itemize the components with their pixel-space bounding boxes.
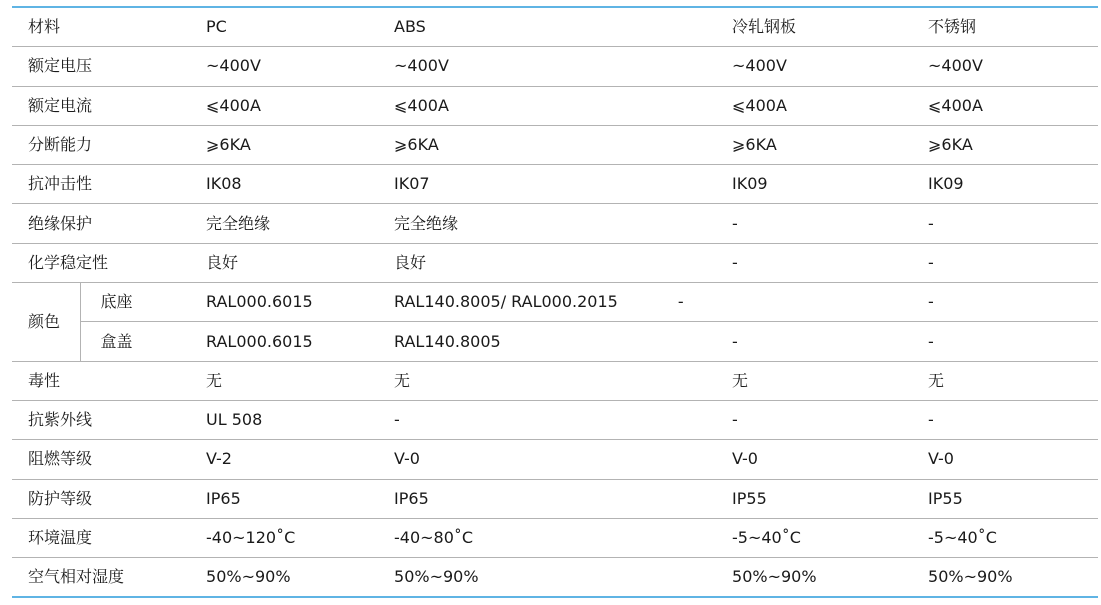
cell-value: 50%~90% xyxy=(928,567,1013,587)
cell-value: - xyxy=(928,243,1098,282)
cell-value: RAL000.6015 xyxy=(206,322,394,361)
row-label: 阻燃等级 xyxy=(12,440,206,479)
cell-value: ⩽400A xyxy=(732,86,928,125)
row-label: 绝缘保护 xyxy=(12,204,206,243)
cell-value: IK09 xyxy=(732,165,928,204)
cell-value: ⩾6KA xyxy=(732,125,928,164)
cell-value: IK07 xyxy=(394,165,732,204)
cell-value: IK08 xyxy=(206,165,394,204)
table-header-row xyxy=(12,7,1098,47)
cell-value: IP65 xyxy=(394,479,732,518)
cell-value: 无 xyxy=(394,361,732,400)
cell-value: ⩽400A xyxy=(928,86,1098,125)
cell-value: -5~40˚C xyxy=(732,518,928,557)
cell-value: 无 xyxy=(928,361,1098,400)
cell-value: - xyxy=(732,400,928,439)
table-row xyxy=(12,518,1098,557)
cell-value: 50%~90% xyxy=(732,567,817,587)
cell-value: - xyxy=(732,243,928,282)
cell-value: 完全绝缘 xyxy=(394,204,732,243)
cell-value: - xyxy=(394,400,732,439)
table-row-color-cover xyxy=(12,322,1098,361)
cell-value: RAL140.8005 xyxy=(394,322,732,361)
cell-value: -40~120˚C xyxy=(206,518,394,557)
cell-value: 良好 xyxy=(206,243,394,282)
sub-label-base: 底座 xyxy=(80,283,206,322)
table-row xyxy=(12,243,1098,282)
table-row xyxy=(12,165,1098,204)
cell-value: V-0 xyxy=(928,440,1098,479)
table-row-color-base xyxy=(12,283,1098,322)
table-row xyxy=(12,400,1098,439)
spec-table xyxy=(12,6,1098,598)
cell-value: ⩾6KA xyxy=(206,125,394,164)
header-col-pc: PC xyxy=(206,7,394,47)
cell-value: IK09 xyxy=(928,165,1098,204)
table-row xyxy=(12,47,1098,86)
table-row xyxy=(12,440,1098,479)
cell-value: - xyxy=(732,204,928,243)
table-row xyxy=(12,125,1098,164)
cell-value: 无 xyxy=(732,361,928,400)
cell-value: - xyxy=(928,322,1098,361)
cell-value: V-0 xyxy=(394,440,732,479)
cell-value: RAL000.6015 xyxy=(206,283,394,322)
cell-value: RAL140.8005/ RAL000.2015 xyxy=(394,292,618,312)
table-row xyxy=(12,558,1098,598)
cell-value: - xyxy=(677,292,684,312)
row-label: 抗紫外线 xyxy=(12,400,206,439)
cell-value: - xyxy=(928,204,1098,243)
row-label: 空气相对湿度 xyxy=(28,567,125,587)
table-row xyxy=(12,361,1098,400)
sub-label-cover: 盒盖 xyxy=(80,322,206,361)
row-label: 额定电压 xyxy=(12,47,206,86)
row-label: 额定电流 xyxy=(12,86,206,125)
row-label: 环境温度 xyxy=(12,518,206,557)
cell-value: ⩾6KA xyxy=(928,125,1098,164)
row-label: 毒性 xyxy=(12,361,206,400)
cell-value: ⩽400A xyxy=(206,86,394,125)
cell-value: -40~80˚C xyxy=(394,518,732,557)
cell-value: - xyxy=(928,400,1098,439)
header-label: 材料 xyxy=(12,7,206,47)
row-label: 防护等级 xyxy=(12,479,206,518)
cell-value: V-0 xyxy=(732,440,928,479)
row-label: 分断能力 xyxy=(12,125,206,164)
row-label: 抗冲击性 xyxy=(12,165,206,204)
cell-value: IP65 xyxy=(206,479,394,518)
cell-value: ⩽400A xyxy=(394,86,732,125)
cell-value: V-2 xyxy=(206,440,394,479)
row-label: 化学稳定性 xyxy=(12,243,206,282)
cell-value-span xyxy=(394,283,928,322)
table-row xyxy=(12,86,1098,125)
cell-value: 50%~90% xyxy=(394,567,479,587)
cell-value: IP55 xyxy=(928,479,1098,518)
table-row xyxy=(12,479,1098,518)
cell-value: ~400V xyxy=(928,47,1098,86)
header-col-stainless-steel: 不锈钢 xyxy=(928,7,1098,47)
cell-value: - xyxy=(732,322,928,361)
cell-value: 50%~90% xyxy=(206,567,291,587)
cell-value: ~400V xyxy=(732,47,928,86)
cell-value: - xyxy=(928,283,1098,322)
header-col-abs: ABS xyxy=(394,7,732,47)
table-row xyxy=(12,204,1098,243)
color-group-label: 颜色 xyxy=(12,283,80,362)
cell-value: -5~40˚C xyxy=(928,518,1098,557)
header-col-cold-rolled-steel: 冷轧钢板 xyxy=(732,7,928,47)
cell-value: 无 xyxy=(206,361,394,400)
cell-value: IP55 xyxy=(732,479,928,518)
cell-value: 良好 xyxy=(394,243,732,282)
cell-value: ⩾6KA xyxy=(394,125,732,164)
cell-value: UL 508 xyxy=(206,400,394,439)
cell-value: ~400V xyxy=(394,47,732,86)
cell-value: ~400V xyxy=(206,47,394,86)
cell-value: 完全绝缘 xyxy=(206,204,394,243)
